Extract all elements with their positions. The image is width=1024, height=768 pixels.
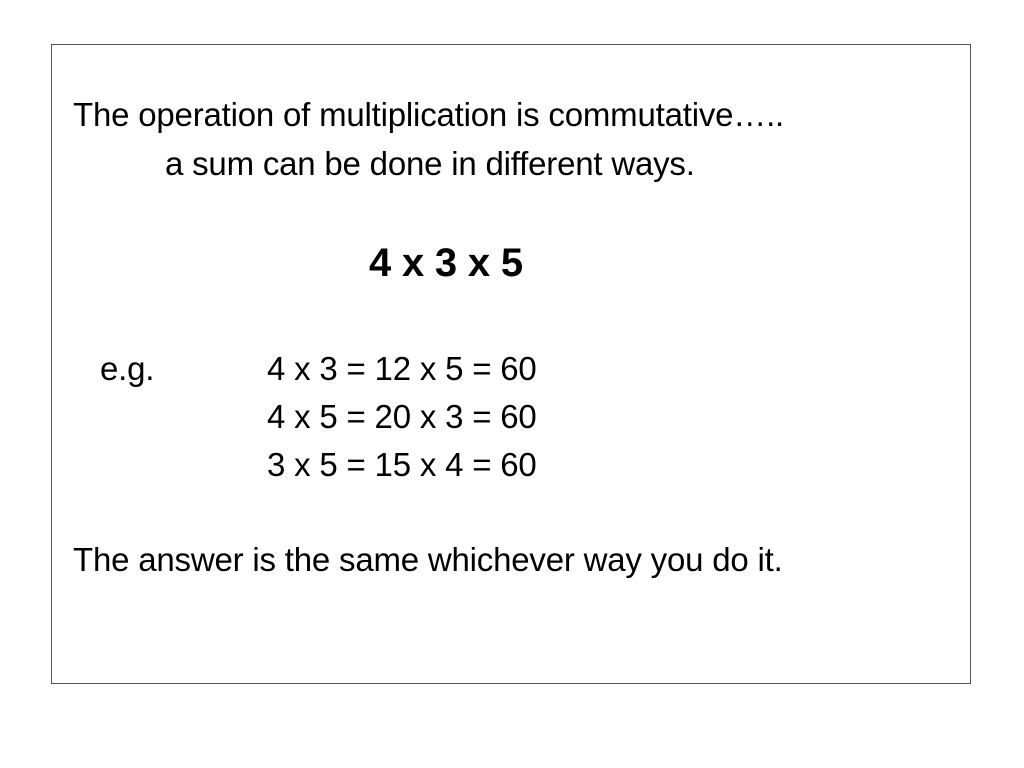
intro-line-1: The operation of multiplication is commutative….. (73, 96, 785, 133)
example-line: 4 x 5 = 20 x 3 = 60 (267, 398, 537, 435)
example-line: 4 x 3 = 12 x 5 = 60 (267, 350, 537, 387)
example-label: e.g. (100, 350, 155, 387)
example-line: 3 x 5 = 15 x 4 = 60 (267, 446, 537, 483)
expression-heading: 4 x 3 x 5 (369, 241, 523, 285)
intro-line-2: a sum can be done in different ways. (165, 145, 695, 182)
conclusion-text: The answer is the same whichever way you do it. (73, 541, 783, 578)
